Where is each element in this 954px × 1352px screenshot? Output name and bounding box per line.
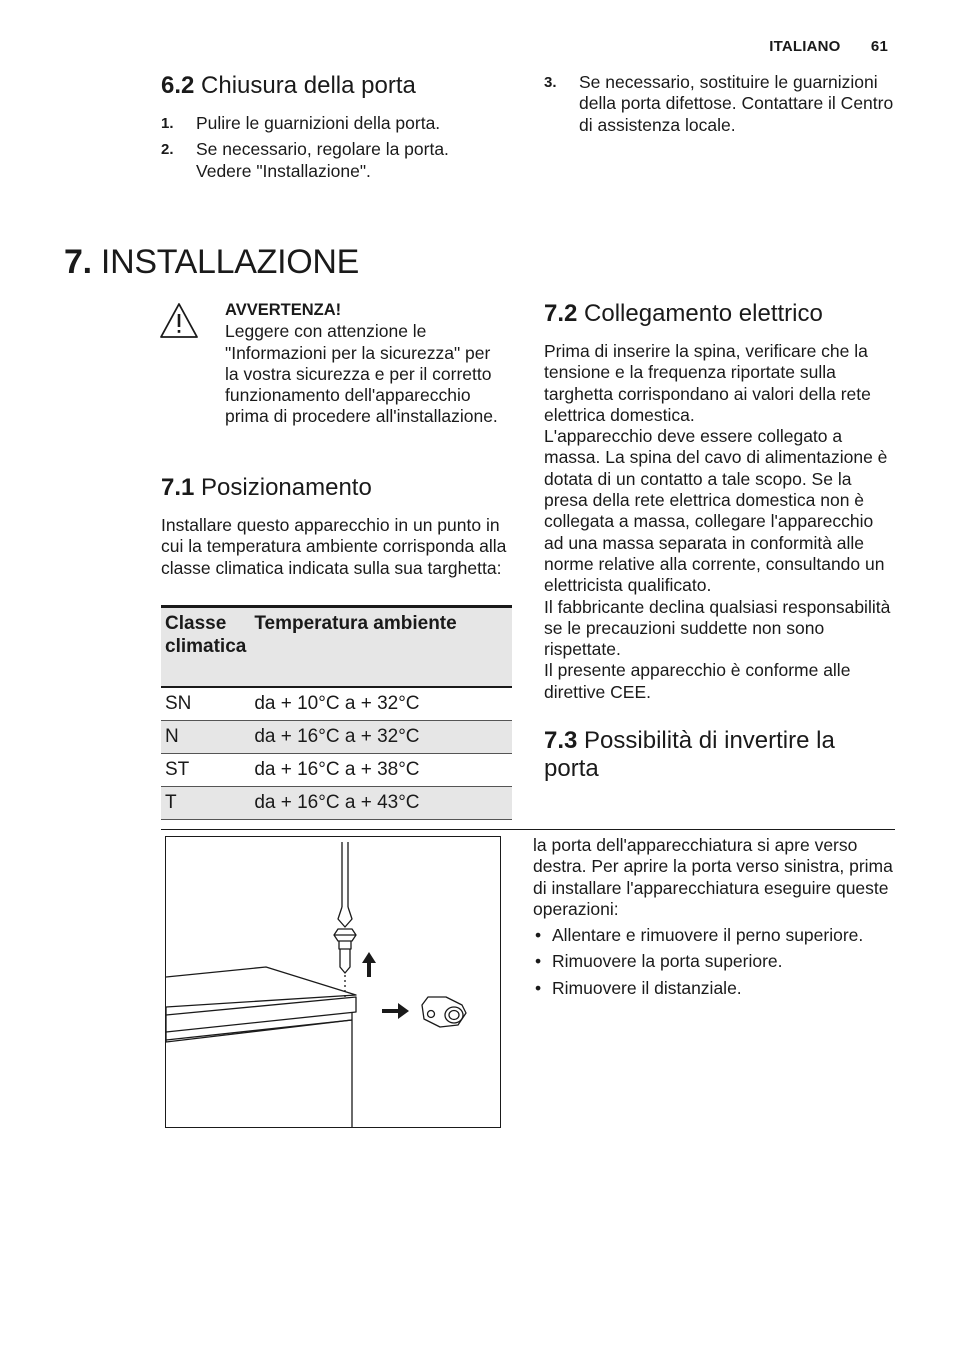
paragraph: Il presente apparecchio è conforme alle direttive CEE.: [544, 660, 851, 702]
chapter-number: 7.: [64, 243, 92, 281]
paragraph: Il fabbricante declina qualsiasi responsabilità se le precauzioni suddette non sono rispettate.: [544, 596, 891, 660]
section-number: 7.1: [161, 474, 195, 501]
section-number: 7.3: [544, 727, 578, 754]
table-row: [161, 721, 512, 754]
door-closing-steps-continued: [544, 72, 896, 136]
warning-triangle-icon: [159, 302, 199, 340]
table-row: [161, 787, 512, 820]
section-title: Collegamento elettrico: [584, 300, 823, 327]
table-cell: SN: [165, 693, 192, 714]
section-6-2-heading: [161, 72, 416, 100]
climate-class-table: [161, 605, 512, 820]
section-number: 7.2: [544, 300, 578, 327]
section-title: Posizionamento: [201, 474, 372, 501]
section-divider: [161, 829, 895, 830]
table-cell: da + 16°C a + 38°C: [254, 759, 420, 780]
list-item: • Rimuovere il distanziale.: [533, 978, 893, 999]
electrical-connection-text: [544, 341, 896, 703]
header-language: ITALIANO: [769, 38, 841, 55]
section-7-3-heading: [544, 727, 874, 783]
positioning-text: Installare questo apparecchio in un punto in cui la temperatura ambiente corrisponda alla classe climatica indicata sulla sua targhetta:: [161, 515, 507, 578]
table-row: [161, 754, 512, 787]
section-7-2-heading: [544, 300, 823, 328]
list-item: 2. Se necessario, regolare la porta. Vedere "Installazione".: [161, 139, 449, 181]
table-cell: ST: [165, 759, 190, 780]
page-header: [769, 38, 888, 55]
chapter-title: INSTALLAZIONE: [100, 243, 360, 281]
column-header-temperature: Temperatura ambiente: [254, 613, 457, 634]
table-row: [161, 687, 512, 721]
door-reversal-intro: la porta dell'apparecchiatura si apre verso destra. Per aprire la porta verso sinistra, prima di installare l'apparecchiatura eseguire queste operazioni:: [533, 835, 893, 919]
paragraph: Prima di inserire la spina, verificare che la tensione e la frequenza riportate sulla targhetta corrispondano ai valori della rete elettrica domestica.: [544, 341, 871, 425]
table-cell: da + 10°C a + 32°C: [254, 693, 420, 714]
door-closing-steps: [161, 113, 501, 182]
table-cell: T: [165, 792, 177, 813]
table-cell: N: [165, 726, 179, 747]
section-title: Possibilità di invertire la porta: [544, 727, 835, 782]
door-hinge-illustration: [165, 836, 501, 1128]
section-number: 6.2: [161, 72, 195, 99]
table-cell: da + 16°C a + 43°C: [254, 792, 420, 813]
list-item: 1. Pulire le guarnizioni della porta.: [161, 113, 441, 133]
page-number: 61: [870, 38, 888, 55]
chapter-heading: [64, 242, 359, 282]
list-item: • Rimuovere la porta superiore.: [533, 951, 893, 972]
section-title: Chiusura della porta: [201, 72, 416, 99]
table-cell: da + 16°C a + 32°C: [254, 726, 420, 747]
warning-block: [225, 300, 501, 428]
table-header-row: [161, 607, 512, 688]
warning-text: Leggere con attenzione le "Informazioni per la sicurezza" per la vostra sicurezza e per il corretto funzionamento dell'apparecchio prima di procedere all'installazione.: [225, 321, 498, 427]
paragraph: L'apparecchio deve essere collegato a massa. La spina del cavo di alimentazione è dotata di un contatto a tale scopo. Se la presa della rete elettrica domestica non è collegata a massa, collegare l'apparecchio ad una massa separata in conformità alle norme relative alla corrente, consultando un elettricista qualificato.: [544, 426, 888, 596]
column-header-class: Classe climatica: [165, 613, 247, 657]
section-7-1-heading: [161, 474, 372, 502]
list-item: 3. Se necessario, sostituire le guarnizioni della porta difettose. Contattare il Centro di assistenza locale.: [544, 72, 894, 135]
list-item: • Allentare e rimuovere il perno superiore.: [533, 925, 893, 946]
warning-title: AVVERTENZA!: [225, 301, 342, 319]
door-reversal-steps: [533, 925, 893, 1004]
